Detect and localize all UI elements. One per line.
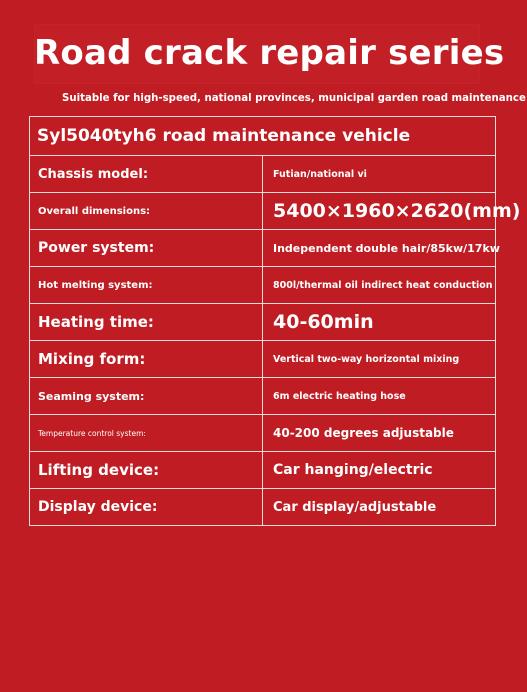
spec-label: Mixing form: [30,341,263,378]
spec-label: Overall dimensions: [30,193,263,230]
spec-table [29,116,521,526]
spec-value: Car display/adjustable [263,489,496,526]
spec-label: Heating time: [30,304,263,341]
spec-table-header-row [30,117,496,156]
vehicle-model-heading: Syl5040tyh6 road maintenance vehicle [30,117,496,156]
page-title: Road crack repair series [34,33,505,73]
spec-value: 40-60min [263,304,496,341]
spec-value: 40-200 degrees adjustable [263,415,496,452]
spec-value: 6m electric heating hose [263,378,496,415]
spec-label: Temperature control system: [30,415,263,452]
spec-label: Power system: [30,230,263,267]
spec-value: 5400×1960×2620(mm) [263,193,496,230]
spec-row-power-system [30,230,496,267]
spec-value: Car hanging/electric [263,452,496,489]
spec-label: Display device: [30,489,263,526]
spec-value: Futian/national vi [263,156,496,193]
spec-row-heating-time [30,304,496,341]
spec-row-temperature-control-system [30,415,496,452]
spec-value: Vertical two-way horizontal mixing [263,341,496,378]
spec-row-overall-dimensions [30,193,496,230]
page-subtitle: Suitable for high-speed, national provinces, municipal garden road maintenance [62,93,526,104]
title-banner [34,24,505,84]
spec-row-display-device [30,489,496,526]
spec-value: 800l/thermal oil indirect heat conduction [263,267,496,304]
spec-label: Hot melting system: [30,267,263,304]
spec-label: Seaming system: [30,378,263,415]
spec-label: Chassis model: [30,156,263,193]
spec-value: Independent double hair/85kw/17kw [263,230,496,267]
spec-row-lifting-device [30,452,496,489]
spec-row-hot-melting-system [30,267,496,304]
spec-row-seaming-system [30,378,496,415]
spec-row-mixing-form [30,341,496,378]
spec-label: Lifting device: [30,452,263,489]
spec-row-chassis-model [30,156,496,193]
